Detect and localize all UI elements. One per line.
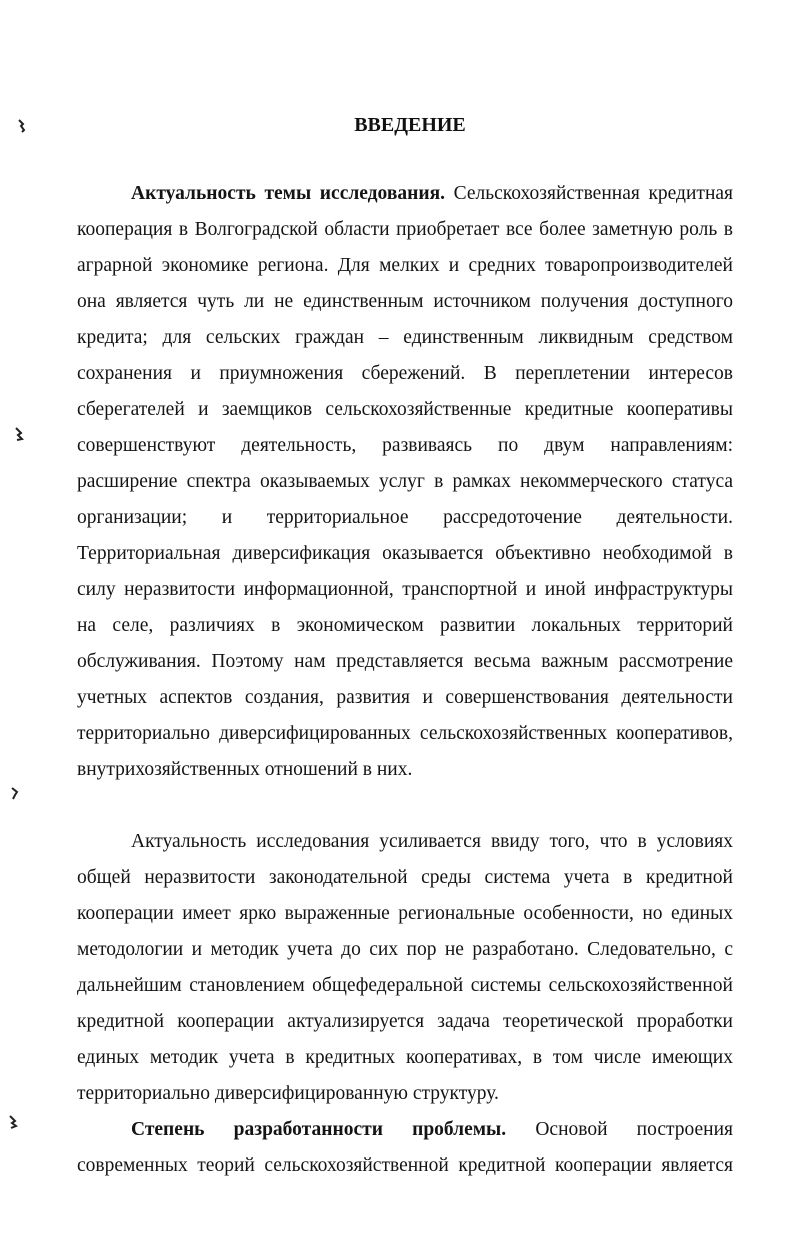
paragraph-3-line-1 (131, 1112, 733, 1148)
paragraph-1-line-1-text: Сельскохозяйственная кредитная (445, 183, 733, 204)
page-title: ВВЕДЕНИЕ (354, 114, 466, 136)
scan-mark-3 (10, 786, 20, 802)
paragraph-2-line-4: методологии и методик учета до сих пор не разработано. Следовательно, с (77, 939, 733, 960)
paragraph-2-line-3: кооперации имеет ярко выраженные региональные особенности, но единых (77, 903, 733, 924)
paragraph-1-line-16: территориально диверсифицированных сельскохозяйственных кооперативов, (77, 723, 733, 744)
paragraph-2-line-5: дальнейшим становлением общефедеральной системы сельскохозяйственной (77, 975, 733, 996)
scan-mark-2 (14, 426, 24, 442)
paragraph-1-line-6: сохранения и приумножения сбережений. В переплетении интересов (77, 363, 733, 384)
paragraph-1-line-9: расширение спектра оказываемых услуг в рамках некоммерческого статуса (77, 471, 733, 492)
paragraph-1-line-17: внутрихозяйственных отношений в них. (77, 759, 413, 780)
paragraph-1-line-5: кредита; для сельских граждан – единственным ликвидным средством (77, 327, 733, 348)
paragraph-2-line-6: кредитной кооперации актуализируется задача теоретической проработки (77, 1011, 733, 1032)
paragraph-1-line-2: кооперация в Волгоградской области приобретает все более заметную роль в (77, 219, 733, 240)
paragraph-1-line-15: учетных аспектов создания, развития и совершенствования деятельности (77, 687, 733, 708)
paragraph-3-bold-lead: Степень разработанности проблемы. (131, 1119, 507, 1140)
paragraph-3-line-1-text: Основой построения (506, 1119, 733, 1140)
paragraph-1-line-7: сберегателей и заемщиков сельскохозяйственные кредитные кооперативы (77, 399, 733, 420)
paragraph-1-line-4: она является чуть ли не единственным источником получения доступного (77, 291, 733, 312)
paragraph-2-line-7: единых методик учета в кредитных кооперативах, в том числе имеющих (77, 1047, 733, 1068)
paragraph-2-line-2: общей неразвитости законодательной среды система учета в кредитной (77, 867, 733, 888)
paragraph-1-line-12: силу неразвитости информационной, транспортной и иной инфраструктуры (77, 579, 733, 600)
paragraph-1-line-3: аграрной экономике региона. Для мелких и средних товаропроизводителей (77, 255, 733, 276)
scan-mark-4 (8, 1114, 18, 1130)
paragraph-2-line-1: Актуальность исследования усиливается ввиду того, что в условиях (131, 831, 733, 852)
paragraph-2-line-8: территориально диверсифицированную структуру. (77, 1083, 499, 1104)
paragraph-1-line-8: совершенствуют деятельность, развиваясь по двум направлениям: (77, 435, 733, 456)
paragraph-1-line-13: на селе, различиях в экономическом развитии локальных территорий (77, 615, 733, 636)
paragraph-3-line-2: современных теорий сельскохозяйственной кредитной кооперации является (77, 1155, 733, 1176)
paragraph-1-line-10: организации; и территориальное рассредоточение деятельности. (77, 507, 733, 528)
paragraph-1-bold-lead: Актуальность темы исследования. (131, 183, 445, 204)
paragraph-1-line-1 (131, 176, 733, 212)
paragraph-1-line-14: обслуживания. Поэтому нам представляется весьма важным рассмотрение (77, 651, 733, 672)
paragraph-1-line-11: Территориальная диверсификация оказывается объективно необходимой в (77, 543, 733, 564)
